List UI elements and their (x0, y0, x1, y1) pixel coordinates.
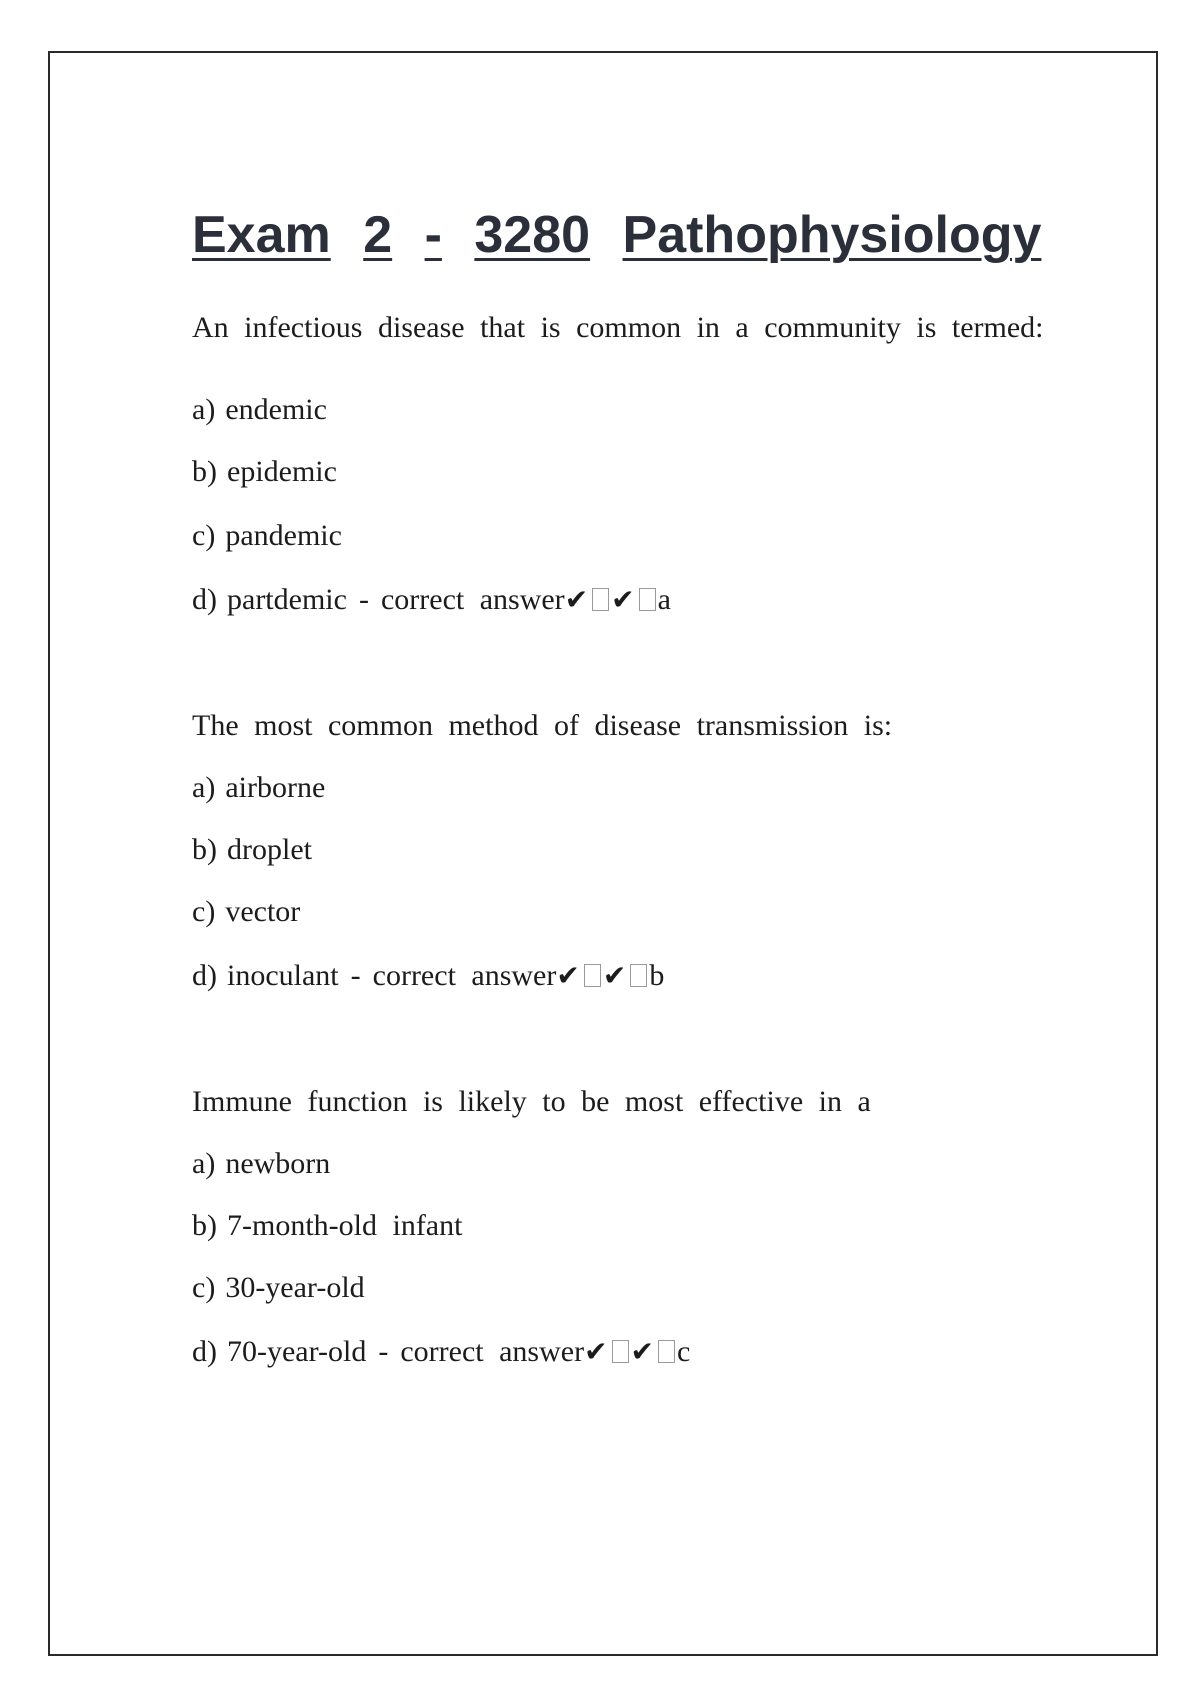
question-1-option-d (192, 580, 671, 620)
question-2-option-a (192, 768, 325, 808)
answer-value: b (649, 959, 665, 992)
option-text: inoculant (227, 959, 339, 992)
question-3-text: Immune function is likely to be most effective in a (192, 1085, 871, 1118)
checkmark-icon: ✔ (584, 1335, 610, 1368)
option-text: newborn (225, 1147, 331, 1180)
question-1-option-a (192, 390, 327, 430)
answer-label: correct answer (400, 1335, 585, 1368)
option-letter: d) (192, 1335, 217, 1368)
option-letter: c) (192, 1271, 216, 1304)
option-text: 7-month-old infant (227, 1209, 463, 1242)
document-title (192, 204, 1059, 266)
question-3-option-a (192, 1144, 330, 1184)
checkmark-icon: ✔ (602, 959, 629, 992)
answer-separator: - (378, 1335, 389, 1368)
answer-marks (556, 959, 649, 992)
checkmark-icon: ✔ (611, 583, 637, 616)
empty-box-icon (612, 1340, 629, 1363)
answer-label: correct answer (372, 959, 557, 992)
title-word: 2 (363, 206, 393, 264)
answer-value: c (677, 1335, 691, 1368)
option-text: endemic (225, 393, 327, 426)
page-frame (48, 51, 1158, 1656)
empty-box-icon (639, 588, 656, 611)
option-letter: d) (192, 583, 217, 616)
option-letter: a) (192, 1147, 216, 1180)
option-text: vector (225, 895, 301, 928)
option-letter: c) (192, 519, 216, 552)
question-3-option-b (192, 1206, 462, 1246)
title-word: - (424, 206, 442, 264)
question-1-option-b (192, 452, 337, 492)
title-word: 3280 (474, 206, 591, 264)
option-letter: c) (192, 895, 216, 928)
option-text: epidemic (227, 455, 337, 488)
answer-marks (565, 583, 658, 616)
checkmark-icon: ✔ (630, 1335, 657, 1368)
question-1-option-c (192, 516, 342, 556)
answer-value: a (657, 583, 671, 616)
empty-box-icon (592, 588, 609, 611)
checkmark-icon: ✔ (556, 959, 582, 992)
question-2-option-c (192, 892, 300, 932)
option-letter: d) (192, 959, 217, 992)
option-letter: b) (192, 833, 217, 866)
empty-box-icon (630, 964, 647, 987)
title-word: Pathophysiology (622, 206, 1042, 264)
option-letter: b) (192, 1209, 217, 1242)
empty-box-icon (584, 964, 601, 987)
option-letter: a) (192, 393, 216, 426)
title-word: Exam (192, 206, 331, 264)
option-text: partdemic (227, 583, 347, 616)
question-2-text: The most common method of disease transmission is: (192, 709, 893, 742)
question-2-option-b (192, 830, 312, 870)
option-text: 30-year-old (225, 1271, 365, 1304)
checkmark-icon: ✔ (564, 583, 591, 616)
answer-separator: - (350, 959, 361, 992)
answer-label: correct answer (380, 583, 565, 616)
empty-box-icon (658, 1340, 675, 1363)
question-3-option-c (192, 1268, 365, 1308)
question-3-option-d (192, 1332, 690, 1372)
option-text: 70-year-old (227, 1335, 367, 1368)
option-text: airborne (225, 771, 326, 804)
question-2-option-d (192, 956, 664, 996)
option-letter: b) (192, 455, 217, 488)
option-text: droplet (227, 833, 312, 866)
answer-separator: - (358, 583, 369, 616)
option-letter: a) (192, 771, 216, 804)
answer-marks (584, 1335, 677, 1368)
question-1-text: An infectious disease that is common in a community is termed: (192, 311, 1044, 344)
option-text: pandemic (225, 519, 342, 552)
